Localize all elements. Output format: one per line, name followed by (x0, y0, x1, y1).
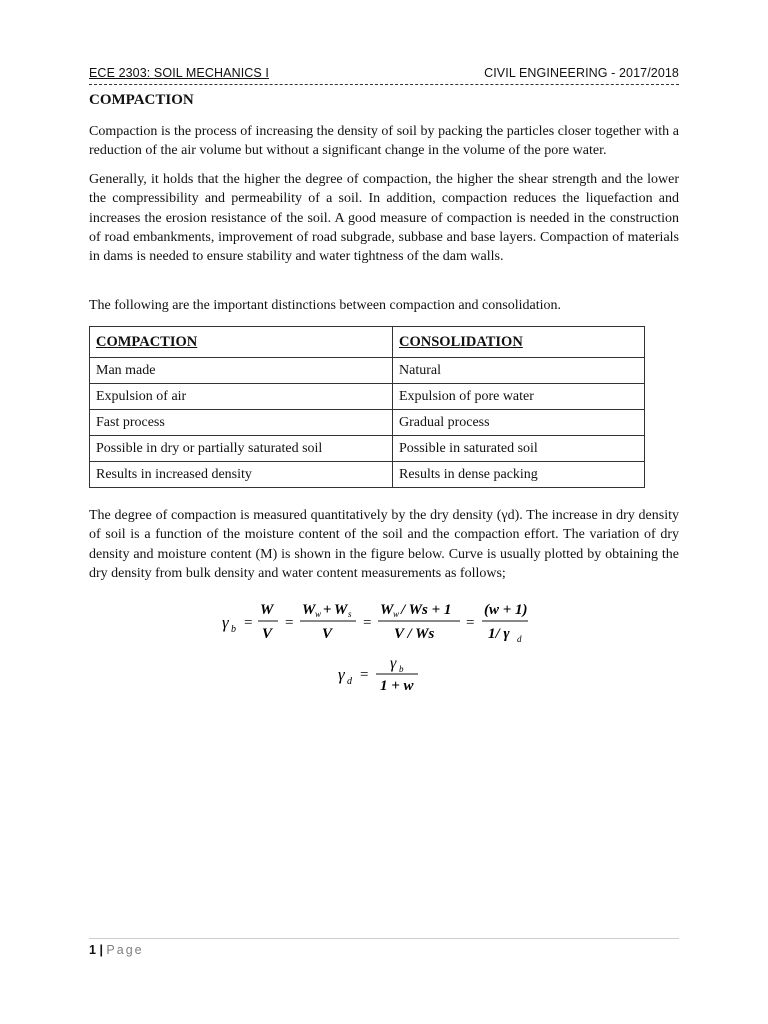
page-label: Page (106, 943, 144, 957)
frac4-num: (w + 1) (484, 602, 528, 618)
frac2-num-a: W (302, 602, 316, 618)
frac3-num-a-sub: w (393, 609, 400, 619)
paragraph-distinctions-intro: The following are the important distinctions between compaction and consolidation. (89, 298, 561, 313)
formula-eq: = (285, 615, 294, 631)
frac2-den: V (322, 626, 333, 642)
formula-eq: = (363, 615, 372, 631)
formula2-num: γ (390, 656, 397, 672)
header-compaction: COMPACTION (90, 327, 393, 358)
frac3-num-rest: / Ws + 1 (401, 602, 452, 618)
table-cell: Results in dense packing (393, 462, 645, 488)
table-cell: Results in increased density (90, 462, 393, 488)
frac2-num-b-sub: s (348, 609, 352, 619)
comparison-table (89, 326, 645, 488)
frac1-den: V (262, 626, 273, 642)
header-consolidation: CONSOLIDATION (393, 327, 645, 358)
frac4-den: 1/ γ (488, 626, 510, 642)
table-cell: Man made (90, 358, 393, 384)
frac3-den: V / Ws (394, 626, 435, 642)
bulk-density-formula (222, 598, 532, 646)
table-cell: Gradual process (393, 410, 645, 436)
table-row (90, 358, 645, 384)
frac4-den-sub: d (517, 634, 522, 644)
dry-density-formula (338, 656, 428, 696)
course-code: ECE 2303: SOIL MECHANICS I (89, 66, 269, 80)
table-row (90, 462, 645, 488)
table-cell: Expulsion of air (90, 384, 393, 410)
section-title: COMPACTION (89, 92, 194, 108)
frac2-num-plus: + (323, 602, 332, 618)
formula-lhs: γ (222, 613, 229, 632)
paragraph-definition: Compaction is the process of increasing the density of soil by packing the particles closer together with a reduction of the air volume but without a significant change in the volume of the pore water. (89, 124, 679, 159)
table-cell: Possible in dry or partially saturated soil (90, 436, 393, 462)
table-row (90, 410, 645, 436)
frac2-num-b: W (334, 602, 348, 618)
department-year: CIVIL ENGINEERING - 2017/2018 (484, 66, 679, 80)
formula-lhs-sub: b (231, 624, 236, 635)
footer-separator: | (99, 943, 103, 957)
table-header-row (90, 327, 645, 358)
paragraph-benefits: Generally, it holds that the higher the degree of compaction, the higher the shear strength and the lower the compressibility and permeability of a soil. In addition, compaction reduces the liquefaction and increases the erosion resistance of the soil. A good measure of compaction is needed in the construction of road embankments, improvement of road subgrade, subbase and base layers. Compaction of materials in dams is needed to ensure stability and water tightness of the dam walls. (89, 172, 679, 265)
formula2-eq: = (360, 667, 369, 683)
page-number: 1 (89, 943, 96, 957)
frac2-num-a-sub: w (315, 609, 322, 619)
formula-eq: = (466, 615, 475, 631)
table-row (90, 384, 645, 410)
frac3-num-a: W (380, 602, 394, 618)
formula2-den: 1 + w (380, 678, 414, 694)
table-cell: Expulsion of pore water (393, 384, 645, 410)
table-cell: Possible in saturated soil (393, 436, 645, 462)
table-row (90, 436, 645, 462)
table-cell: Natural (393, 358, 645, 384)
page-footer (89, 938, 679, 957)
formula2-lhs-sub: d (347, 676, 352, 687)
page-header (89, 66, 679, 85)
formula2-num-sub: b (399, 664, 404, 674)
formula-eq: = (244, 615, 253, 631)
paragraph-dry-density: The degree of compaction is measured quantitatively by the dry density (γd). The increase in dry density of soil is a function of the moisture content of the soil and the compaction effort. The variation of dry density and moisture content (M) is shown in the figure below. Curve is usually plotted by obtaining the dry density from bulk density and water content measurements as follows; (89, 508, 679, 581)
frac1-num: W (260, 602, 274, 618)
formula2-lhs: γ (338, 665, 345, 684)
table-cell: Fast process (90, 410, 393, 436)
